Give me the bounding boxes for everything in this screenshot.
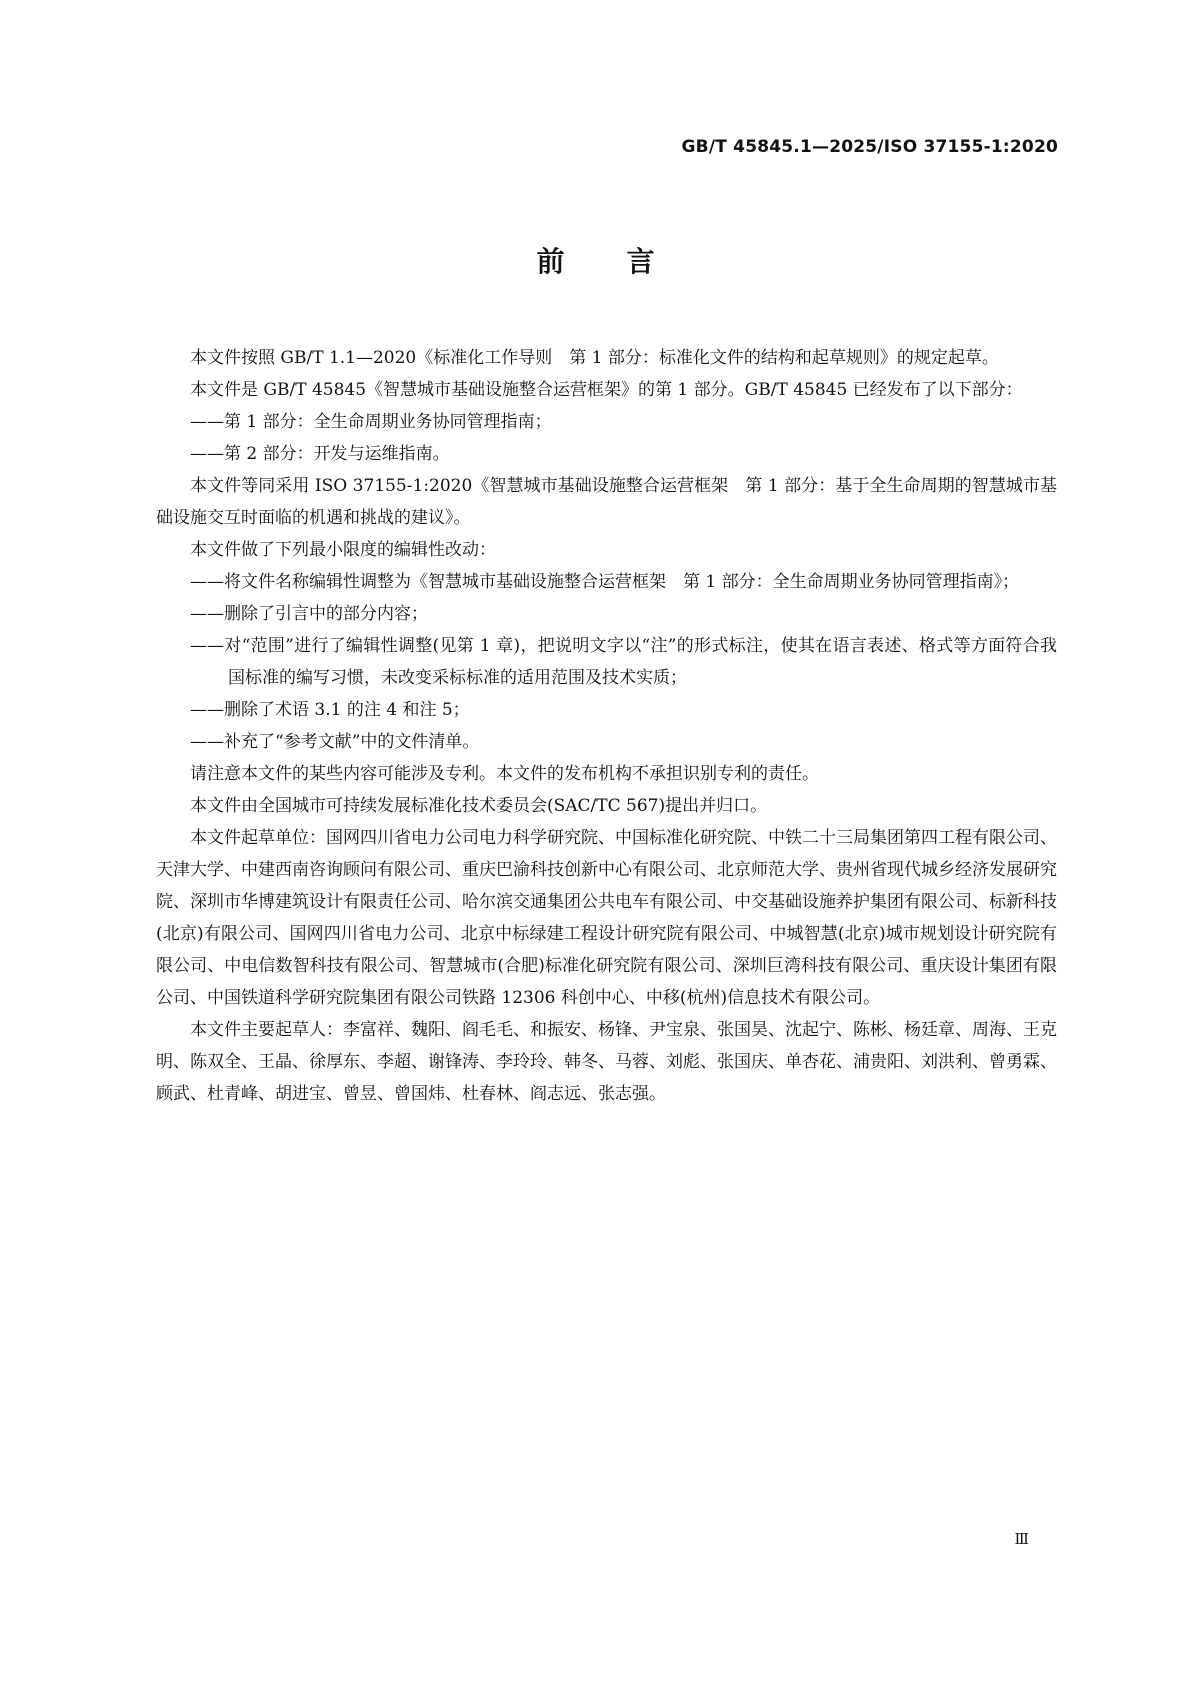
list-item: ——对“范围”进行了编辑性调整(见第 1 章)，把说明文字以“注”的形式标注，使其在语言表述、格式等方面符合我国标准的编写习惯，未改变采标标准的适用范围及技术实质；: [190, 636, 1057, 688]
list-item: ——删除了术语 3.1 的注 4 和注 5；: [190, 700, 470, 720]
paragraph: 本文件是 GB/T 45845《智慧城市基础设施整合运营框架》的第 1 部分。GB/T 45845 已经发布了以下部分：: [190, 380, 1023, 400]
page-title: 前言: [536, 245, 717, 278]
list-item: ——将文件名称编辑性调整为《智慧城市基础设施整合运营框架 第 1 部分：全生命周期业务协同管理指南》；: [190, 572, 1020, 592]
list-item: ——删除了引言中的部分内容；: [190, 604, 428, 624]
paragraph: 本文件主要起草人：李富祥、魏阳、阎毛毛、和振安、杨锋、尹宝泉、张国昊、沈起宁、陈彬、杨廷章、周海、王克明、陈双全、王晶、徐厚东、李超、谢锋涛、李玲玲、韩冬、马蓉、刘彪、张国庆、单杏花、浦贵阳、刘洪利、曾勇霖、顾武、杜青峰、胡进宝、曾昱、曾国炜、杜春林、阎志远、张志强。: [156, 1020, 1057, 1104]
paragraph: 本文件起草单位：国网四川省电力公司电力科学研究院、中国标准化研究院、中铁二十三局集团第四工程有限公司、天津大学、中建西南咨询顾问有限公司、重庆巴渝科技创新中心有限公司、北京师范大学、贵州省现代城乡经济发展研究院、深圳市华博建筑设计有限责任公司、哈尔滨交通集团公共电车有限公司、中交基础设施养护集团有限公司、标新科技(北京)有限公司、国网四川省电力公司、北京中标绿建工程设计研究院有限公司、中城智慧(北京)城市规划设计研究院有限公司、中电信数智科技有限公司、智慧城市(合肥)标准化研究院有限公司、深圳巨湾科技有限公司、重庆设计集团有限公司、中国铁道科学研究院集团有限公司铁路 12306 科创中心、中移(杭州)信息技术有限公司。: [156, 828, 1057, 1008]
paragraph: 本文件按照 GB/T 1.1—2020《标准化工作导则 第 1 部分：标准化文件的结构和起草规则》的规定起草。: [190, 348, 999, 368]
list-item: ——补充了“参考文献”中的文件清单。: [190, 732, 480, 752]
list-item: ——第 2 部分：开发与运维指南。: [190, 444, 450, 464]
paragraph: 本文件由全国城市可持续发展标准化技术委员会(SAC/TC 567)提出并归口。: [190, 796, 768, 816]
page-number: Ⅲ: [1014, 1530, 1029, 1548]
paragraph: 请注意本文件的某些内容可能涉及专利。本文件的发布机构不承担识别专利的责任。: [190, 764, 819, 784]
paragraph: 本文件等同采用 ISO 37155-1:2020《智慧城市基础设施整合运营框架 第 1 部分：基于全生命周期的智慧城市基础设施交互时面临的机遇和挑战的建议》。: [156, 476, 1057, 528]
list-item: ——第 1 部分：全生命周期业务协同管理指南；: [190, 412, 552, 432]
preface-body: [156, 342, 1057, 1110]
paragraph: 本文件做了下列最小限度的编辑性改动：: [190, 540, 496, 560]
standard-code: GB/T 45845.1—2025/ISO 37155-1:2020: [681, 137, 1058, 157]
